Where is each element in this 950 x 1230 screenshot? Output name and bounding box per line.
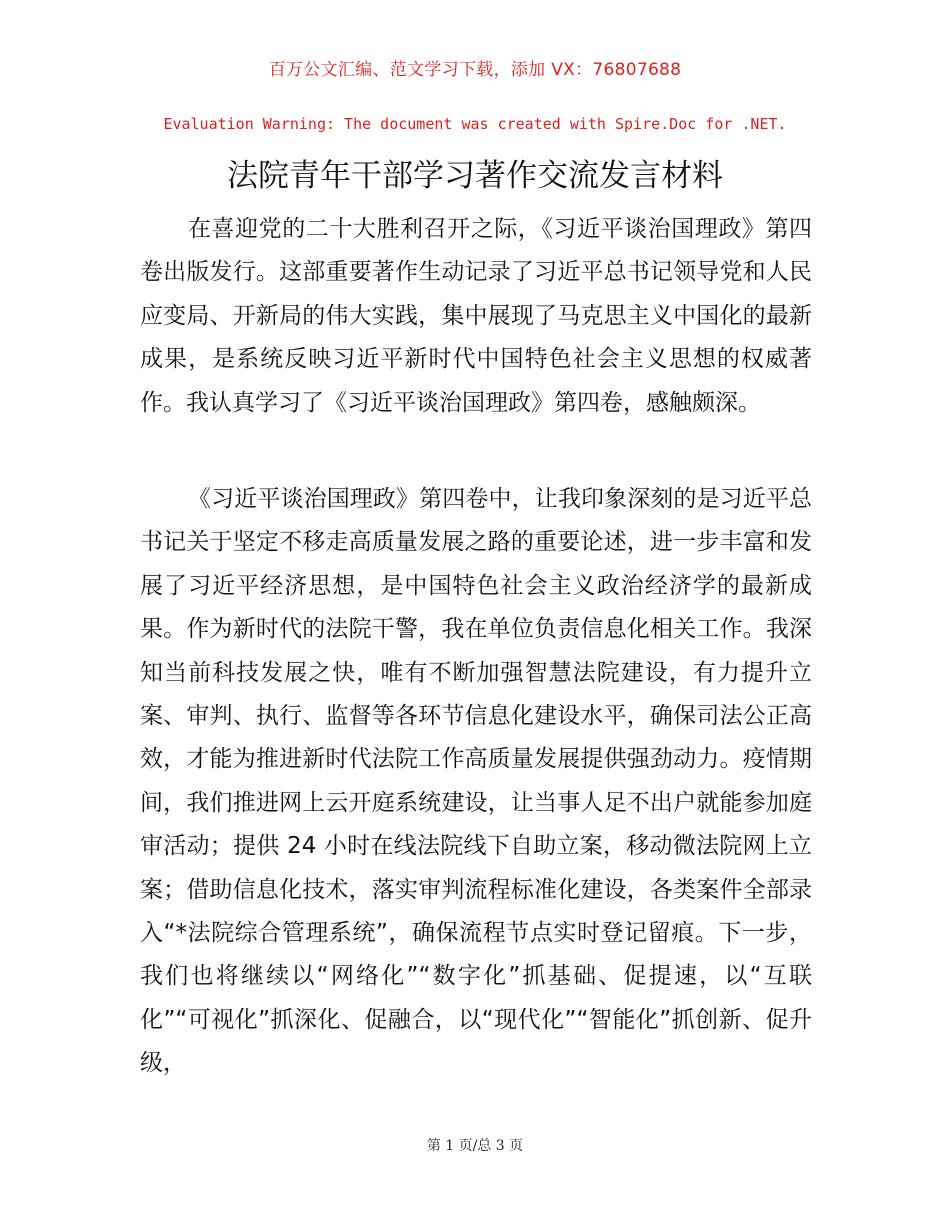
document-title: 法院青年干部学习著作交流发言材料 [227,158,723,194]
evaluation-warning: Evaluation Warning: The document was created with Spire.Doc for .NET. [163,115,787,133]
body-paragraph: 《习近平谈治国理政》第四卷中，让我印象深刻的是习近平总书记关于坚定不移走高质量发展之路的重要论述，进一步丰富和发展了习近平经济思想，是中国特色社会主义政治经济学的最新成果。作为新时代的法院干警，我在单位负责信息化相关工作。我深知当前科技发展之快，唯有不断加强智慧法院建设，有力提升立案、审判、执行、监督等各环节信息化建设水平，确保司法公正高效，才能为推进新时代法院工作高质量发展提供强劲动力。疫情期间，我们推进网上云开庭系统建设，让当事人足不出户就能参加庭审活动；提供 24 小时在线法院线下自助立案，移动微法院网上立案；借助信息化技术，落实审判流程标准化建设，各类案件全部录入“*法院综合管理系统”，确保流程节点实时登记留痕。下一步，我们也将继续以“网络化”“数字化”抓基础、促提速，以“互联化”“可视化”抓深化、促融合，以“现代化”“智能化”抓创新、促升级， [140,486,812,1077]
page-number: 第 1 页/总 3 页 [426,1138,524,1154]
promo-banner: 百万公文汇编、范文学习下载，添加 VX：76807688 [268,60,682,80]
body-paragraph: 在喜迎党的二十大胜利召开之际，《习近平谈治国理政》第四卷出版发行。这部重要著作生动记录了习近平总书记领导党和人民应变局、开新局的伟大实践，集中展现了马克思主义中国化的最新成果，是系统反映习近平新时代中国特色社会主义思想的权威著作。我认真学习了《习近平谈治国理政》第四卷，感触颇深。 [140,216,812,416]
